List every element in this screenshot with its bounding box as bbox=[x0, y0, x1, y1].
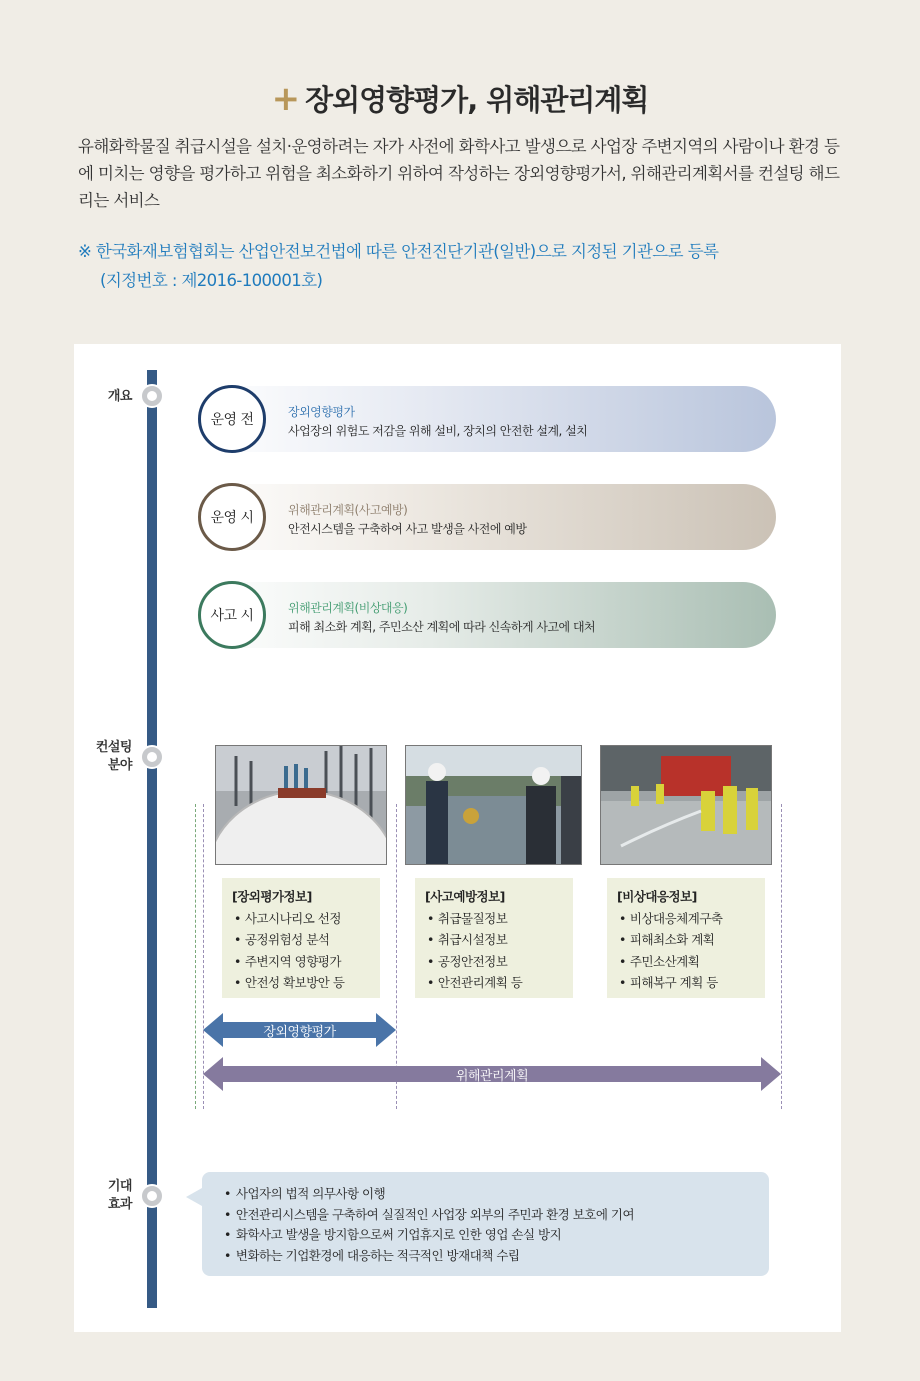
stage-operation bbox=[198, 484, 776, 550]
photo-emergency-drill bbox=[600, 745, 772, 865]
overview-panel bbox=[74, 344, 841, 1332]
stage-pre-operation bbox=[198, 386, 776, 452]
arrow-label: 장외영향평가 bbox=[263, 1024, 336, 1040]
note-line-2: (지정번호 : 제2016-100001호) bbox=[100, 271, 323, 290]
guide-line bbox=[781, 804, 782, 1109]
list-item: • 공정안전정보 bbox=[425, 951, 573, 973]
stage-circle: 운영 시 bbox=[198, 483, 266, 551]
stage-accident bbox=[198, 582, 776, 648]
note-line-1: ※ 한국화재보험협회는 산업안전보건법에 따른 안전진단기관(일반)으로 지정된 기관으로 등록 bbox=[78, 242, 719, 261]
list-item: • 피해복구 계획 등 bbox=[617, 972, 765, 994]
arrow-label: 위해관리계획 bbox=[455, 1068, 529, 1084]
intro-text: 유해화학물질 취급시설을 설치·운영하려는 자가 사전에 화학사고 발생으로 사업장 주변지역의 사람이나 환경 등에 미치는 영향을 평가하고 위험을 최소화하기 위하여 작성하는 장외영향평가서, 위해관리계획서를 컨설팅 해드리는 서비스 bbox=[78, 137, 840, 210]
list-item: • 비상대응체계구축 bbox=[617, 908, 765, 930]
info-box-accident-prevention: [사고예방정보] • 취급물질정보 • 취급시설정보 • 공정안전정보 • 안전관리계획 등 bbox=[415, 878, 573, 998]
stage-heading: 위해관리계획(비상대응) bbox=[288, 601, 408, 615]
stage-heading: 장외영향평가 bbox=[288, 405, 355, 419]
photo-inspection bbox=[405, 745, 582, 865]
stage-circle: 운영 전 bbox=[198, 385, 266, 453]
stage-description: 피해 최소화 계획, 주민소산 계획에 따라 신속하게 사고에 대처 bbox=[288, 620, 596, 634]
stage-heading: 위해관리계획(사고예방) bbox=[288, 503, 408, 517]
arrow-risk-management bbox=[203, 1057, 781, 1091]
photo-storage-tank bbox=[215, 745, 387, 865]
stage-description: 사업장의 위험도 저감을 위해 설비, 장치의 안전한 설계, 설치 bbox=[288, 424, 588, 438]
stage-circle: 사고 시 bbox=[198, 581, 266, 649]
effect-label: 기대 효과 bbox=[107, 1179, 132, 1212]
list-item: • 사고시나리오 선정 bbox=[232, 908, 380, 930]
list-item: • 사업자의 법적 의무사항 이행 bbox=[224, 1184, 769, 1205]
plus-icon: + bbox=[271, 79, 300, 119]
field-label: 컨설팅 분야 bbox=[95, 740, 132, 773]
arrow-offsite-evaluation bbox=[203, 1013, 396, 1047]
info-box-offsite-evaluation: [장외평가정보] • 사고시나리오 선정 • 공정위험성 분석 • 주변지역 영향평가 • 안전성 확보방안 등 bbox=[222, 878, 380, 998]
timeline-node-field bbox=[140, 745, 164, 769]
list-item: • 취급물질정보 bbox=[425, 908, 573, 930]
stage-description: 안전시스템을 구축하여 사고 발생을 사전에 예방 bbox=[288, 522, 527, 536]
list-item: • 안전관리시스템을 구축하여 실질적인 사업장 외부의 주민과 환경 보호에 기여 bbox=[224, 1205, 769, 1226]
guide-line bbox=[195, 804, 196, 1109]
list-item: • 변화하는 기업환경에 대응하는 적극적인 방재대책 수립 bbox=[224, 1246, 769, 1267]
overview-label: 개요 bbox=[107, 389, 132, 404]
expected-effects-box bbox=[202, 1172, 769, 1276]
list-item: • 피해최소화 계획 bbox=[617, 929, 765, 951]
list-item: • 주민소산계획 bbox=[617, 951, 765, 973]
list-item: • 안전관리계획 등 bbox=[425, 972, 573, 994]
registration-note bbox=[78, 237, 858, 295]
list-item: • 공정위험성 분석 bbox=[232, 929, 380, 951]
list-item: • 취급시설정보 bbox=[425, 929, 573, 951]
page-title: + 장외영향평가, 위해관리계획 bbox=[271, 79, 649, 119]
list-item: • 안전성 확보방안 등 bbox=[232, 972, 380, 994]
timeline-node-effect bbox=[140, 1184, 164, 1208]
info-box-emergency-response: [비상대응정보] • 비상대응체계구축 • 피해최소화 계획 • 주민소산계획 • 피해복구 계획 등 bbox=[607, 878, 765, 998]
timeline-bar bbox=[147, 370, 157, 1308]
list-item: • 화학사고 발생을 방지함으로써 기업휴지로 인한 영업 손실 방지 bbox=[224, 1225, 769, 1246]
list-item: • 주변지역 영향평가 bbox=[232, 951, 380, 973]
timeline-node-overview bbox=[140, 384, 164, 408]
